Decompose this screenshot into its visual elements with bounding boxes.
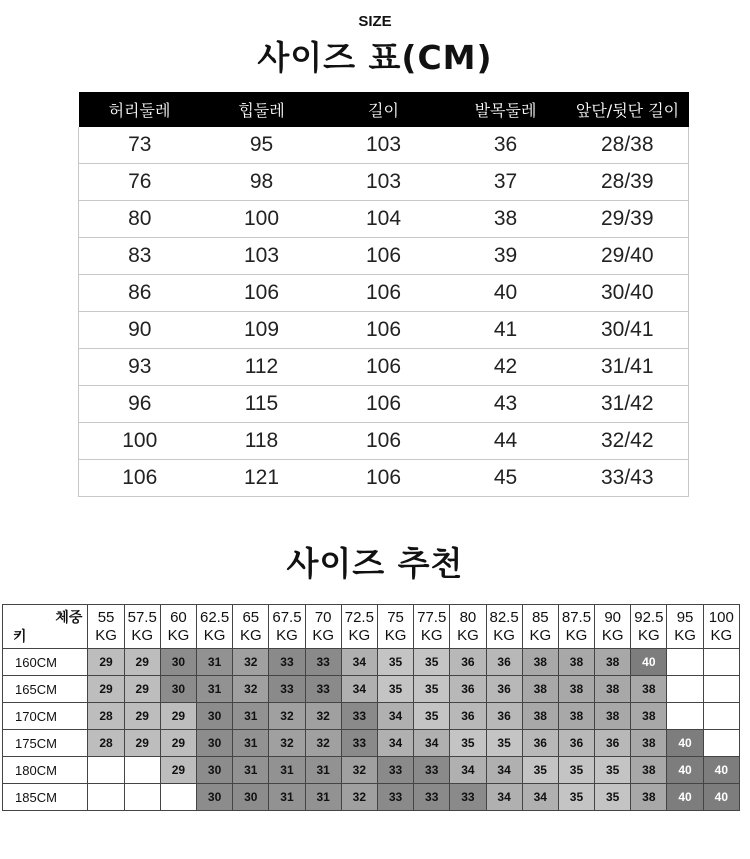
height-row	[3, 703, 740, 730]
height-row	[3, 649, 740, 676]
recommended-size-cell: 33	[450, 784, 486, 811]
recommended-size-cell: 29	[88, 649, 124, 676]
weight-unit: KG	[167, 626, 190, 644]
size-cell: 98	[201, 164, 323, 201]
recommended-size-cell	[667, 703, 703, 730]
height-label: 180CM	[3, 757, 88, 784]
size-cell: 38	[445, 201, 567, 238]
recommended-size-cell: 33	[269, 676, 305, 703]
height-label: 170CM	[3, 703, 88, 730]
size-cell: 28/39	[567, 164, 689, 201]
recommended-size-cell: 29	[124, 649, 160, 676]
recommended-size-cell: 33	[269, 649, 305, 676]
recommended-size-cell	[703, 676, 739, 703]
size-cell: 32/42	[567, 423, 689, 460]
header-rise: 앞단/뒷단 길이	[567, 92, 689, 127]
weight-unit: KG	[276, 626, 298, 644]
recommended-size-cell: 30	[197, 730, 233, 757]
weight-value: 62.5	[200, 608, 230, 626]
recommended-size-cell: 40	[703, 757, 739, 784]
recommended-size-cell: 35	[414, 703, 450, 730]
height-axis-label: 키	[13, 628, 27, 644]
recommended-size-cell: 30	[197, 784, 233, 811]
size-cell: 30/40	[567, 275, 689, 312]
weight-header	[88, 605, 124, 649]
height-row	[3, 784, 740, 811]
recommended-size-cell: 32	[269, 730, 305, 757]
recommended-size-cell: 38	[558, 649, 594, 676]
size-cell: 106	[323, 275, 445, 312]
recommended-size-cell: 30	[160, 676, 196, 703]
height-row	[3, 757, 740, 784]
recommended-size-cell: 35	[377, 676, 413, 703]
recommended-size-cell: 28	[88, 703, 124, 730]
size-cell: 30/41	[567, 312, 689, 349]
recommended-size-cell: 38	[558, 703, 594, 730]
size-row	[79, 349, 689, 386]
weight-unit: KG	[674, 626, 696, 644]
weight-unit: KG	[457, 626, 479, 644]
recommendation-title: 사이즈 추천	[286, 544, 464, 583]
recommended-size-cell: 35	[450, 730, 486, 757]
recommended-size-cell: 32	[341, 757, 377, 784]
size-cell: 76	[79, 164, 201, 201]
size-cell: 106	[323, 238, 445, 275]
weight-header	[703, 605, 739, 649]
weight-value: 100	[708, 608, 734, 626]
size-row	[79, 127, 689, 164]
recommended-size-cell	[124, 757, 160, 784]
recommended-size-cell: 32	[233, 649, 269, 676]
recommended-size-cell: 31	[233, 757, 269, 784]
weight-value: 67.5	[272, 608, 302, 626]
recommended-size-cell: 32	[269, 703, 305, 730]
size-row	[79, 460, 689, 497]
weight-unit: KG	[384, 626, 407, 644]
corner-cell	[3, 605, 88, 649]
weight-header	[197, 605, 233, 649]
recommended-size-cell: 34	[486, 784, 522, 811]
weight-value: 80	[459, 608, 477, 626]
height-label: 165CM	[3, 676, 88, 703]
weight-unit: KG	[239, 626, 262, 644]
size-row	[79, 312, 689, 349]
size-chart-body	[79, 127, 689, 497]
size-cell: 103	[201, 238, 323, 275]
recommended-size-cell: 35	[558, 757, 594, 784]
size-cell: 41	[445, 312, 567, 349]
weight-unit: KG	[565, 626, 588, 644]
size-cell: 106	[79, 460, 201, 497]
header-ankle: 발목둘레	[445, 92, 567, 127]
size-cell: 121	[201, 460, 323, 497]
size-recommendation-table	[2, 604, 740, 811]
recommended-size-cell: 35	[522, 757, 558, 784]
size-cell: 86	[79, 275, 201, 312]
recommended-size-cell: 29	[160, 730, 196, 757]
recommended-size-cell: 38	[631, 784, 667, 811]
recommended-size-cell: 40	[667, 757, 703, 784]
recommended-size-cell: 30	[197, 757, 233, 784]
recommended-size-cell: 31	[197, 649, 233, 676]
size-cell: 109	[201, 312, 323, 349]
recommended-size-cell: 29	[160, 703, 196, 730]
recommended-size-cell: 34	[377, 730, 413, 757]
weight-unit: KG	[131, 626, 154, 644]
recommended-size-cell: 36	[486, 649, 522, 676]
recommended-size-cell: 33	[341, 730, 377, 757]
weight-value: 90	[604, 608, 622, 626]
weight-unit: KG	[420, 626, 443, 644]
size-cell: 37	[445, 164, 567, 201]
weight-value: 60	[170, 608, 187, 626]
size-row	[79, 238, 689, 275]
recommended-size-cell: 33	[414, 757, 450, 784]
recommended-size-cell: 31	[233, 703, 269, 730]
recommended-size-cell: 38	[522, 676, 558, 703]
weight-unit: KG	[493, 626, 515, 644]
recommended-size-cell: 38	[631, 730, 667, 757]
recommended-size-cell: 29	[88, 676, 124, 703]
recommended-size-cell: 32	[341, 784, 377, 811]
weight-value: 85	[531, 608, 549, 626]
size-cell: 40	[445, 275, 567, 312]
recommended-size-cell	[703, 703, 739, 730]
recommended-size-cell: 36	[486, 676, 522, 703]
weight-unit: KG	[312, 626, 335, 644]
recommended-size-cell	[667, 649, 703, 676]
weight-axis-label: 체중	[55, 609, 83, 625]
recommended-size-cell: 38	[558, 676, 594, 703]
recommendation-body	[3, 605, 740, 811]
header-waist: 허리둘레	[79, 92, 201, 127]
recommended-size-cell: 38	[595, 703, 631, 730]
size-cell: 43	[445, 386, 567, 423]
weight-header	[160, 605, 196, 649]
recommended-size-cell: 35	[414, 676, 450, 703]
recommended-size-cell: 31	[269, 757, 305, 784]
size-cell: 93	[79, 349, 201, 386]
recommended-size-cell: 30	[233, 784, 269, 811]
weight-value: 72.5	[344, 608, 374, 626]
recommended-size-cell: 36	[450, 703, 486, 730]
size-row	[79, 275, 689, 312]
height-label: 185CM	[3, 784, 88, 811]
recommended-size-cell: 34	[522, 784, 558, 811]
size-cell: 112	[201, 349, 323, 386]
recommended-size-cell: 34	[377, 703, 413, 730]
weight-unit: KG	[348, 626, 371, 644]
size-cell: 96	[79, 386, 201, 423]
height-label: 175CM	[3, 730, 88, 757]
recommended-size-cell: 29	[124, 703, 160, 730]
recommended-size-cell: 29	[160, 757, 196, 784]
size-cell: 36	[445, 127, 567, 164]
weight-header	[486, 605, 522, 649]
size-row	[79, 201, 689, 238]
size-cell: 42	[445, 349, 567, 386]
weight-unit: KG	[710, 626, 733, 644]
size-cell: 106	[323, 349, 445, 386]
header-hip: 힙둘레	[201, 92, 323, 127]
size-cell: 90	[79, 312, 201, 349]
size-cell: 100	[201, 201, 323, 238]
size-chart-table	[78, 92, 689, 497]
recommended-size-cell: 33	[377, 757, 413, 784]
recommended-size-cell	[88, 784, 124, 811]
recommended-size-cell: 36	[450, 676, 486, 703]
size-cell: 29/39	[567, 201, 689, 238]
weight-value: 82.5	[489, 608, 519, 626]
size-cell: 103	[323, 127, 445, 164]
size-cell: 115	[201, 386, 323, 423]
recommended-size-cell: 33	[341, 703, 377, 730]
recommended-size-cell: 32	[305, 703, 341, 730]
height-label: 160CM	[3, 649, 88, 676]
weight-header	[377, 605, 413, 649]
height-row	[3, 730, 740, 757]
size-cell: 95	[201, 127, 323, 164]
weight-header	[269, 605, 305, 649]
recommended-size-cell: 38	[595, 676, 631, 703]
recommended-size-cell: 33	[305, 649, 341, 676]
recommended-size-cell: 28	[88, 730, 124, 757]
weight-header	[558, 605, 594, 649]
size-cell: 80	[79, 201, 201, 238]
weight-header	[631, 605, 667, 649]
recommended-size-cell: 35	[558, 784, 594, 811]
size-cell: 106	[323, 423, 445, 460]
size-cell: 106	[323, 460, 445, 497]
weight-value: 77.5	[417, 608, 447, 626]
weight-value: 95	[676, 608, 694, 626]
recommended-size-cell: 33	[414, 784, 450, 811]
size-cell: 45	[445, 460, 567, 497]
recommended-size-cell: 29	[124, 730, 160, 757]
size-chart-title: 사이즈 표(CM)	[257, 38, 493, 77]
recommended-size-cell	[160, 784, 196, 811]
recommended-size-cell: 29	[124, 676, 160, 703]
recommended-size-cell: 36	[486, 703, 522, 730]
size-cell: 106	[323, 386, 445, 423]
weight-header	[414, 605, 450, 649]
size-cell: 73	[79, 127, 201, 164]
weight-header	[124, 605, 160, 649]
recommended-size-cell	[667, 676, 703, 703]
weight-header	[595, 605, 631, 649]
size-cell: 39	[445, 238, 567, 275]
recommended-size-cell: 35	[486, 730, 522, 757]
recommended-size-cell: 33	[377, 784, 413, 811]
weight-header	[667, 605, 703, 649]
weight-header	[450, 605, 486, 649]
recommended-size-cell: 35	[595, 784, 631, 811]
recommended-size-cell: 36	[450, 649, 486, 676]
size-label: SIZE	[358, 13, 392, 30]
recommended-size-cell: 40	[703, 784, 739, 811]
size-cell: 31/41	[567, 349, 689, 386]
size-chart-header-row	[79, 92, 689, 127]
weight-value: 57.5	[127, 608, 157, 626]
recommended-size-cell: 34	[341, 649, 377, 676]
recommended-size-cell: 38	[522, 703, 558, 730]
recommended-size-cell	[703, 649, 739, 676]
recommended-size-cell: 31	[269, 784, 305, 811]
recommended-size-cell: 30	[160, 649, 196, 676]
size-row	[79, 164, 689, 201]
weight-unit: KG	[601, 626, 624, 644]
size-cell: 44	[445, 423, 567, 460]
recommended-size-cell: 34	[450, 757, 486, 784]
weight-header	[233, 605, 269, 649]
recommended-size-cell: 33	[305, 676, 341, 703]
recommended-size-cell	[703, 730, 739, 757]
recommended-size-cell: 31	[233, 730, 269, 757]
recommended-size-cell: 38	[631, 676, 667, 703]
size-cell: 103	[323, 164, 445, 201]
recommended-size-cell: 34	[341, 676, 377, 703]
size-row	[79, 423, 689, 460]
recommended-size-cell: 38	[631, 703, 667, 730]
size-cell: 100	[79, 423, 201, 460]
weight-value: 65	[242, 608, 260, 626]
recommended-size-cell: 32	[233, 676, 269, 703]
recommended-size-cell: 34	[414, 730, 450, 757]
weight-header	[341, 605, 377, 649]
recommended-size-cell: 31	[305, 757, 341, 784]
recommended-size-cell: 31	[305, 784, 341, 811]
size-cell: 33/43	[567, 460, 689, 497]
recommended-size-cell: 38	[522, 649, 558, 676]
recommended-size-cell: 38	[631, 757, 667, 784]
recommended-size-cell: 36	[595, 730, 631, 757]
recommended-size-cell: 31	[197, 676, 233, 703]
recommended-size-cell: 34	[486, 757, 522, 784]
recommended-size-cell: 32	[305, 730, 341, 757]
size-cell: 29/40	[567, 238, 689, 275]
header-length: 길이	[323, 92, 445, 127]
weight-value: 75	[387, 608, 404, 626]
weight-unit: KG	[529, 626, 552, 644]
recommended-size-cell: 36	[522, 730, 558, 757]
size-row	[79, 386, 689, 423]
recommended-size-cell: 35	[595, 757, 631, 784]
recommended-size-cell	[124, 784, 160, 811]
size-cell: 106	[323, 312, 445, 349]
weight-unit: KG	[638, 626, 660, 644]
weight-value: 92.5	[634, 608, 664, 626]
weight-header	[305, 605, 341, 649]
recommended-size-cell	[88, 757, 124, 784]
recommended-size-cell: 40	[631, 649, 667, 676]
height-row	[3, 676, 740, 703]
size-cell: 83	[79, 238, 201, 275]
size-cell: 106	[201, 275, 323, 312]
size-cell: 118	[201, 423, 323, 460]
weight-unit: KG	[95, 626, 117, 644]
weight-header-row	[3, 605, 740, 649]
weight-header	[522, 605, 558, 649]
recommended-size-cell: 35	[377, 649, 413, 676]
weight-value: 55	[97, 608, 115, 626]
recommended-size-cell: 40	[667, 730, 703, 757]
size-cell: 104	[323, 201, 445, 238]
weight-unit: KG	[203, 626, 226, 644]
weight-value: 70	[314, 608, 332, 626]
recommended-size-cell: 38	[595, 649, 631, 676]
size-cell: 31/42	[567, 386, 689, 423]
recommended-size-cell: 35	[414, 649, 450, 676]
size-cell: 28/38	[567, 127, 689, 164]
recommended-size-cell: 30	[197, 703, 233, 730]
recommended-size-cell: 36	[558, 730, 594, 757]
recommended-size-cell: 40	[667, 784, 703, 811]
weight-value: 87.5	[561, 608, 592, 626]
